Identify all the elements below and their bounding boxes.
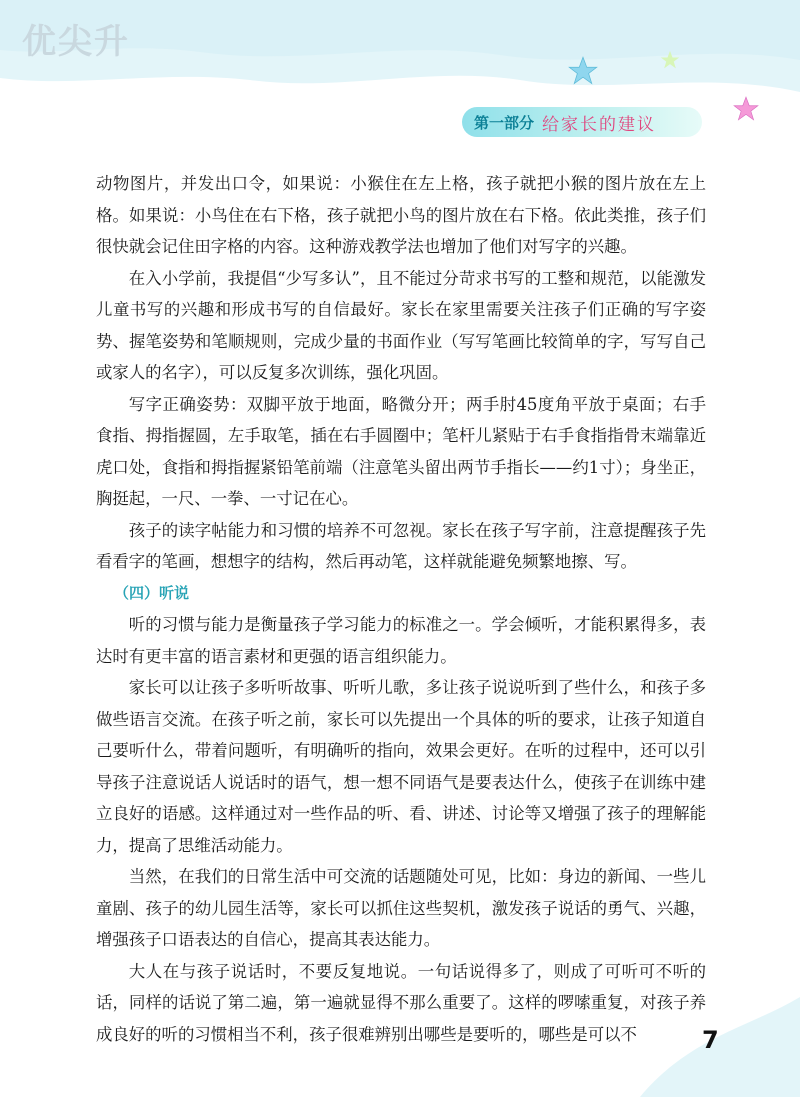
- star-icon: [568, 56, 598, 86]
- corner-wave-decoration: [600, 997, 800, 1097]
- paragraph: 家长可以让孩子多听听故事、听听儿歌，多让孩子说说听到了些什么，和孩子多做些语言交流。在孩子听之前，家长可以先提出一个具体的听的要求，让孩子知道自己要听什么，带着问题听，有明确听的指向，效果会更好。在听的过程中，还可以引导孩子注意说话人说话时的语气，想一想不同语气是要表达什么，使孩子在训练中建立良好的语感。这样通过对一些作品的听、看、讲述、讨论等又增强了孩子的理解能力，提高了思维活动能力。: [96, 678, 706, 855]
- paragraph: 动物图片，并发出口令，如果说：小猴住在左上格，孩子就把小猴的图片放在左上格。如果说：小鸟住在右下格，孩子就把小鸟的图片放在右下格。依此类推，孩子们很快就会记住田字格的内容。这种游戏教学法也增加了他们对写字的兴趣。: [96, 174, 706, 256]
- star-icon: [733, 96, 759, 122]
- paragraph: 大人在与孩子说话时，不要反复地说。一句话说得多了，则成了可听可不听的话，同样的话说了第二遍，第一遍就显得不那么重要了。这样的啰嗦重复，对孩子养成良好的听的习惯相当不利，孩子很难辨别出哪些是要听的，哪些是可以不: [96, 961, 706, 1044]
- page-number: 7: [702, 1026, 719, 1054]
- paragraph: 孩子的读字帖能力和习惯的培养不可忽视。家长在孩子写字前，注意提醒孩子先看看字的笔画，想想字的结构，然后再动笔，这样就能避免频繁地擦、写。: [96, 520, 706, 571]
- section-tag: [462, 107, 702, 137]
- subsection-heading: （四）听说: [114, 583, 190, 602]
- paragraph: 当然，在我们的日常生活中可交流的话题随处可见，比如：身边的新闻、一些儿童剧、孩子的幼儿园生活等，家长可以抓住这些契机，激发孩子说话的勇气、兴趣，增强孩子口语表达的自信心，提高其表达能力。: [96, 867, 706, 949]
- article-body: [96, 168, 706, 1050]
- section-title: 给家长的建议: [542, 114, 657, 135]
- star-icon: [660, 50, 680, 70]
- brand-logo: 优尖升: [22, 22, 130, 62]
- paragraph: 在入小学前，我提倡“少写多认”，且不能过分苛求书写的工整和规范，以能激发儿童书写的兴趣和形成书写的自信最好。家长在家里需要关注孩子们正确的写字姿势、握笔姿势和笔顺规则，完成少量的书面作业（写写笔画比较简单的字，写写自己或家人的名字），可以反复多次训练，强化巩固。: [96, 268, 706, 382]
- section-part-label: 第一部分: [474, 113, 535, 132]
- paragraph: 听的习惯与能力是衡量孩子学习能力的标准之一。学会倾听，才能积累得多，表达时有更丰富的语言素材和更强的语言组织能力。: [96, 615, 706, 666]
- paragraph: 写字正确姿势：双脚平放于地面，略微分开；两手肘45度角平放于桌面；右手食指、拇指握圆，左手取笔，插在右手圆圈中；笔杆儿紧贴于右手食指指骨末端靠近虎口处，食指和拇指握紧铅笔前端（注意笔头留出两节手指长——约1寸）；身坐正，胸挺起，一尺、一拳、一寸记在心。: [96, 394, 706, 508]
